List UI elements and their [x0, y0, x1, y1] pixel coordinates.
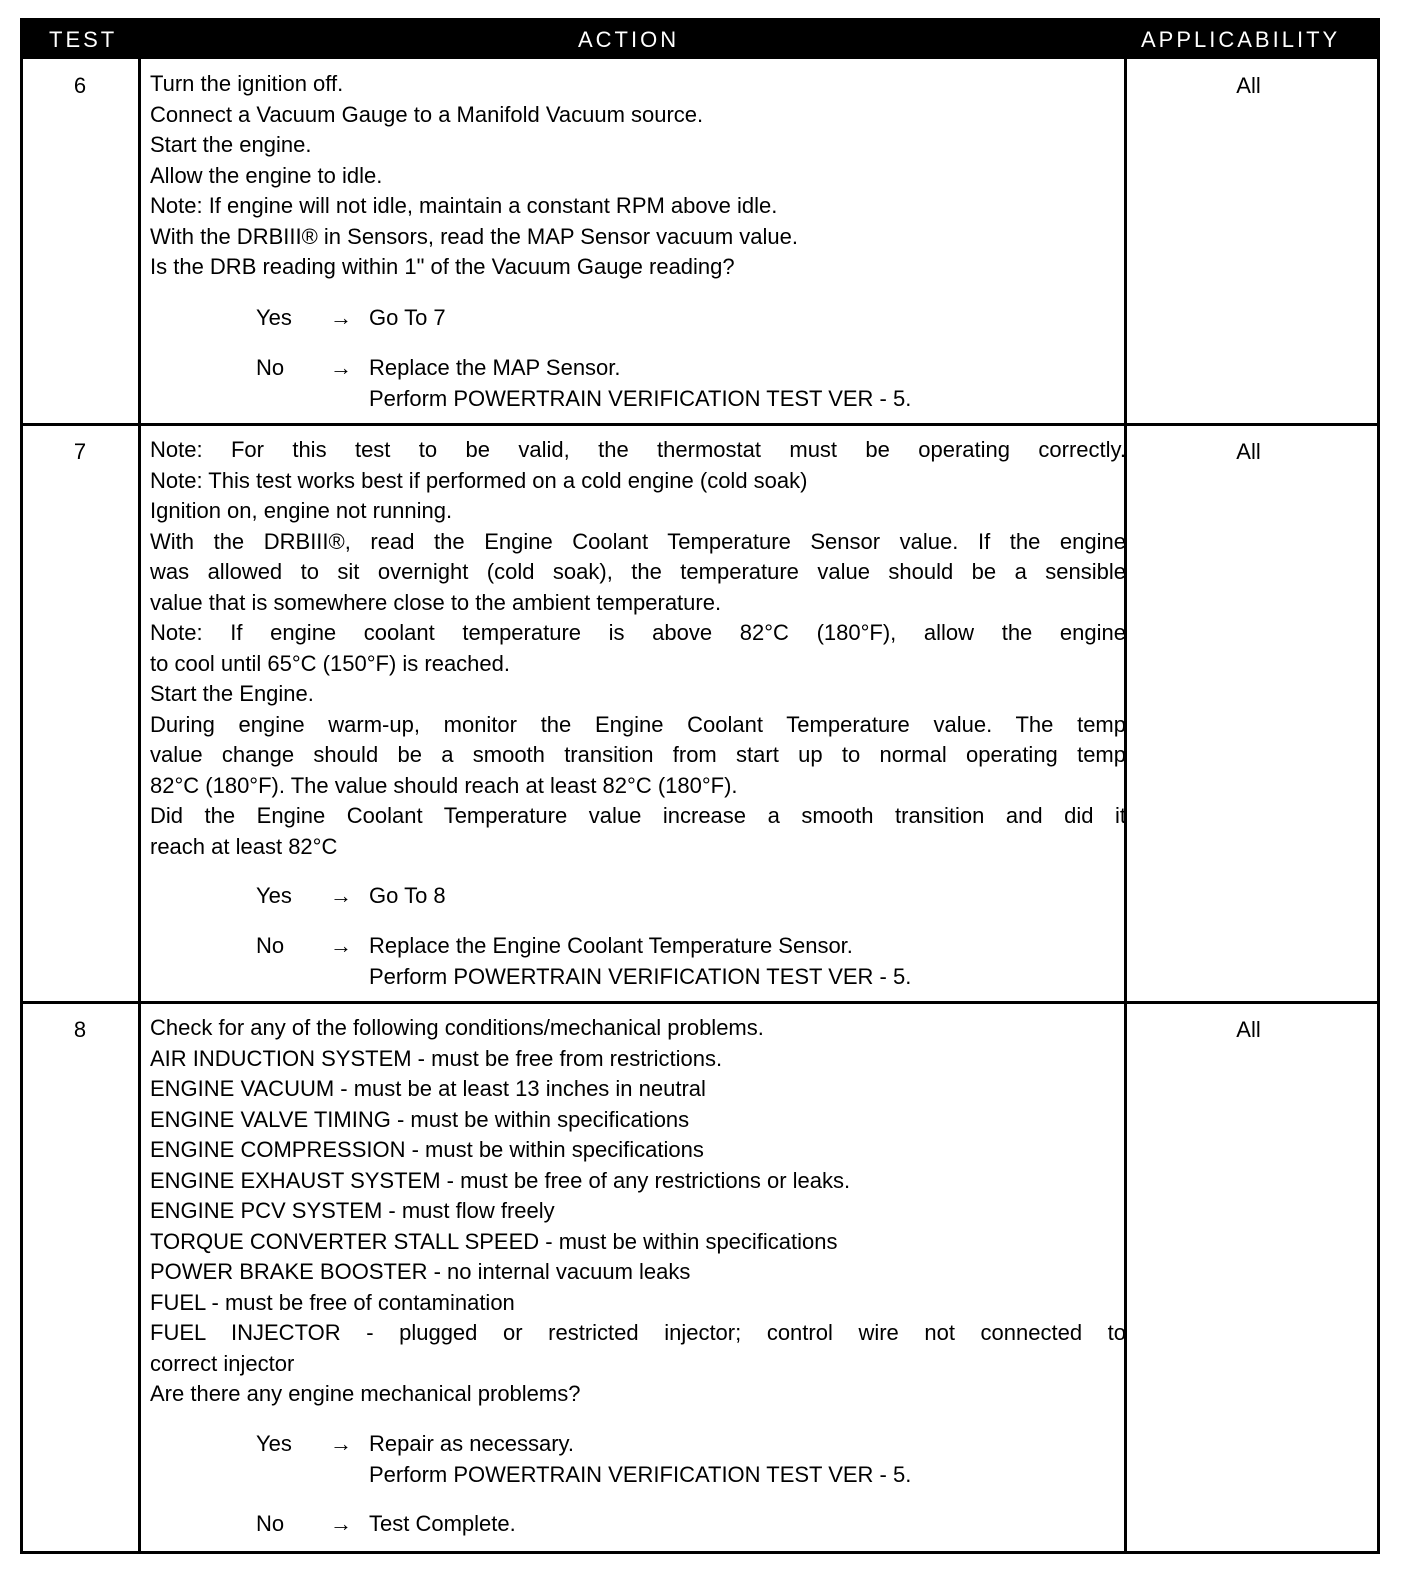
action-line: Note: For this test to be valid, the thermostat must be operating correctly. — [150, 437, 1126, 462]
test-number: 8 — [73, 1017, 87, 1042]
no-text: Replace the MAP Sensor. — [369, 355, 621, 380]
action-line: Are there any engine mechanical problems? — [150, 1381, 581, 1406]
no-label: No — [256, 933, 285, 958]
yes-label: Yes — [256, 305, 292, 330]
action-line: With the DRBIII® in Sensors, read the MAP Sensor vacuum value. — [150, 223, 798, 249]
table-header — [23, 21, 1377, 59]
action-line: reach at least 82°C — [150, 833, 338, 859]
action-line: ENGINE COMPRESSION - must be within specifications — [150, 1137, 704, 1162]
action-line: Ignition on, engine not running. — [150, 498, 453, 523]
action-text — [150, 1013, 1126, 1410]
arrow-right-icon: → — [330, 305, 352, 330]
no-text: Perform POWERTRAIN VERIFICATION TEST VER - 5. — [369, 963, 912, 989]
action-line: ENGINE VACUUM - must be at least 13 inches in neutral — [150, 1076, 706, 1101]
action-line: FUEL INJECTOR - plugged or restricted injector; control wire not connected to — [150, 1320, 1126, 1345]
column-divider-test — [138, 59, 141, 1551]
action-line: ENGINE VALVE TIMING - must be within specifications — [150, 1106, 690, 1132]
action-line: Start the Engine. — [150, 681, 314, 706]
applicability-value: All — [1236, 439, 1261, 464]
yes-text: Go To 8 — [369, 883, 446, 908]
arrow-right-icon: → — [330, 1431, 352, 1456]
diagnostic-table — [20, 18, 1380, 1554]
action-line: Start the engine. — [150, 132, 312, 157]
action-line: Turn the ignition off. — [150, 71, 344, 96]
action-line: Note: This test works best if performed on a cold engine (cold soak) — [150, 467, 808, 493]
header-test: TEST — [49, 27, 118, 52]
action-line: FUEL - must be free of contamination — [150, 1289, 515, 1315]
action-line: 82°C (180°F). The value should reach at least 82°C (180°F). — [150, 772, 738, 798]
action-line: was allowed to sit overnight (cold soak), the temperature value should be a sensible — [150, 559, 1126, 584]
yes-text: Repair as necessary. — [369, 1431, 575, 1456]
yes-label: Yes — [256, 1431, 292, 1456]
row-divider — [23, 1001, 1377, 1004]
action-line: Allow the engine to idle. — [150, 162, 383, 188]
action-line: Note: If engine coolant temperature is above 82°C (180°F), allow the engine — [150, 620, 1126, 645]
action-line: ENGINE EXHAUST SYSTEM - must be free of any restrictions or leaks. — [150, 1167, 851, 1193]
yes-text: Go To 7 — [369, 305, 446, 330]
arrow-right-icon: → — [330, 355, 352, 380]
action-text — [150, 69, 1126, 283]
action-line: TORQUE CONVERTER STALL SPEED - must be within specifications — [150, 1228, 838, 1254]
action-line: POWER BRAKE BOOSTER - no internal vacuum leaks — [150, 1259, 691, 1284]
no-text: Replace the Engine Coolant Temperature Sensor. — [369, 933, 853, 958]
action-line: Connect a Vacuum Gauge to a Manifold Vacuum source. — [150, 101, 704, 127]
applicability-value: All — [1236, 1017, 1261, 1042]
test-number: 7 — [73, 439, 87, 464]
action-line: value change should be a smooth transition from start up to normal operating temp — [150, 742, 1126, 767]
action-line: AIR INDUCTION SYSTEM - must be free from restrictions. — [150, 1045, 723, 1071]
no-label: No — [256, 1511, 285, 1536]
applicability-value: All — [1236, 73, 1261, 98]
action-line: With the DRBIII®, read the Engine Coolant Temperature Sensor value. If the engine — [150, 528, 1126, 554]
action-line: Did the Engine Coolant Temperature value increase a smooth transition and did it — [150, 803, 1126, 828]
action-line: Check for any of the following conditions/mechanical problems. — [150, 1015, 764, 1040]
action-line: correct injector — [150, 1350, 295, 1376]
arrow-right-icon: → — [330, 883, 352, 908]
action-line: Is the DRB reading within 1" of the Vacuum Gauge reading? — [150, 254, 735, 279]
action-line: to cool until 65°C (150°F) is reached. — [150, 650, 510, 676]
no-text: Test Complete. — [369, 1511, 516, 1536]
action-line: Note: If engine will not idle, maintain a constant RPM above idle. — [150, 193, 778, 218]
arrow-right-icon: → — [330, 1511, 352, 1536]
arrow-right-icon: → — [330, 933, 352, 958]
action-line: During engine warm-up, monitor the Engine Coolant Temperature value. The temp — [150, 711, 1126, 737]
no-label: No — [256, 355, 285, 380]
test-number: 6 — [73, 73, 87, 98]
action-line: value that is somewhere close to the ambient temperature. — [150, 589, 722, 615]
action-text — [150, 435, 1126, 862]
header-action: ACTION — [578, 27, 680, 52]
row-divider — [23, 423, 1377, 426]
action-line: ENGINE PCV SYSTEM - must flow freely — [150, 1198, 555, 1223]
no-text: Perform POWERTRAIN VERIFICATION TEST VER - 5. — [369, 385, 912, 411]
yes-text: Perform POWERTRAIN VERIFICATION TEST VER - 5. — [369, 1461, 912, 1487]
header-applicability: APPLICABILITY — [1141, 27, 1341, 52]
yes-label: Yes — [256, 883, 292, 908]
